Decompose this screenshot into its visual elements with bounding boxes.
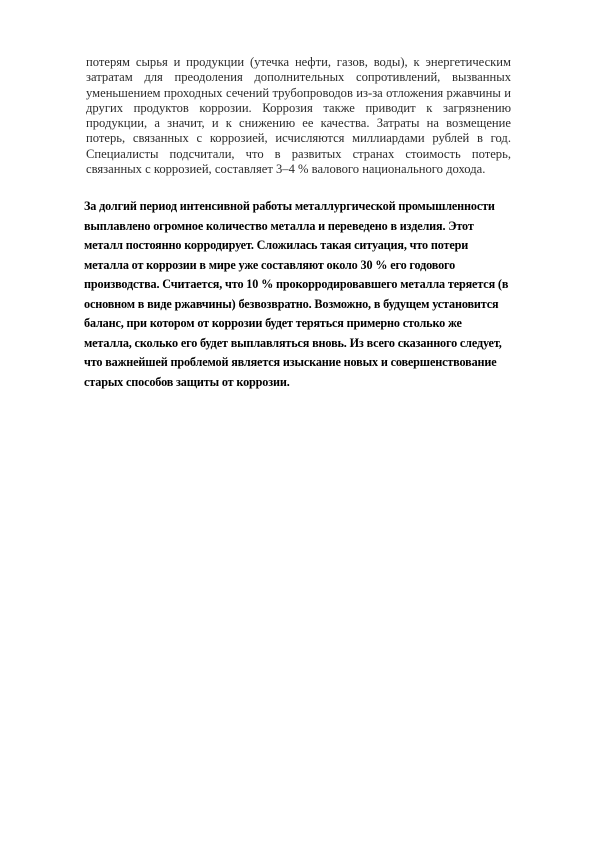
text-line: Специалисты подсчитали, что в развитых странах стоимость потерь,: [86, 146, 511, 161]
text-line: производства. Считается, что 10 % прокорродировавшего металла теряется (в: [84, 277, 509, 291]
text-line: уменьшением проходных сечений трубопроводов из-за отложения ржавчины и: [86, 85, 511, 100]
text-line: потерям сырья и продукции (утечка нефти, газов, воды), к энергетическим: [86, 55, 511, 69]
text-line: основном в виде ржавчины) безвозвратно. Возможно, в будущем установится: [84, 296, 499, 311]
paragraph-metal-losses: [84, 197, 529, 392]
text-line: продукции, а значит, и к снижению ее качества. Затраты на возмещение: [86, 116, 511, 131]
text-line: выплавлено огромное количество металла и переведено в изделия. Этот: [84, 218, 474, 233]
text-line: что важнейшей проблемой является изыскание новых и совершенствование: [84, 355, 497, 369]
text-line: затратам для преодоления дополнительных сопротивлений, вызванных: [86, 70, 511, 85]
text-line: металла, сколько его будет выплавляться вновь. Из всего сказанного следует,: [84, 335, 502, 350]
text-line: баланс, при котором от коррозии будет теряться примерно столько же: [84, 316, 462, 330]
text-line: старых способов защиты от коррозии.: [84, 374, 290, 389]
text-line: потерь, связанных с коррозией, исчисляются миллиардами рублей в год.: [86, 131, 511, 146]
text-line: За долгий период интенсивной работы металлургической промышленности: [84, 199, 495, 213]
text-line: металл постоянно корродирует. Сложилась такая ситуация, что потери: [84, 238, 469, 252]
paragraph-economic-losses: [86, 55, 511, 177]
text-line: других продуктов коррозии. Коррозия также приводит к загрязнению: [86, 100, 511, 115]
text-line: связанных с коррозией, составляет 3–4 % валового национального дохода.: [86, 162, 486, 177]
text-line: металла от коррозии в мире уже составляют около 30 % его годового: [84, 257, 456, 272]
